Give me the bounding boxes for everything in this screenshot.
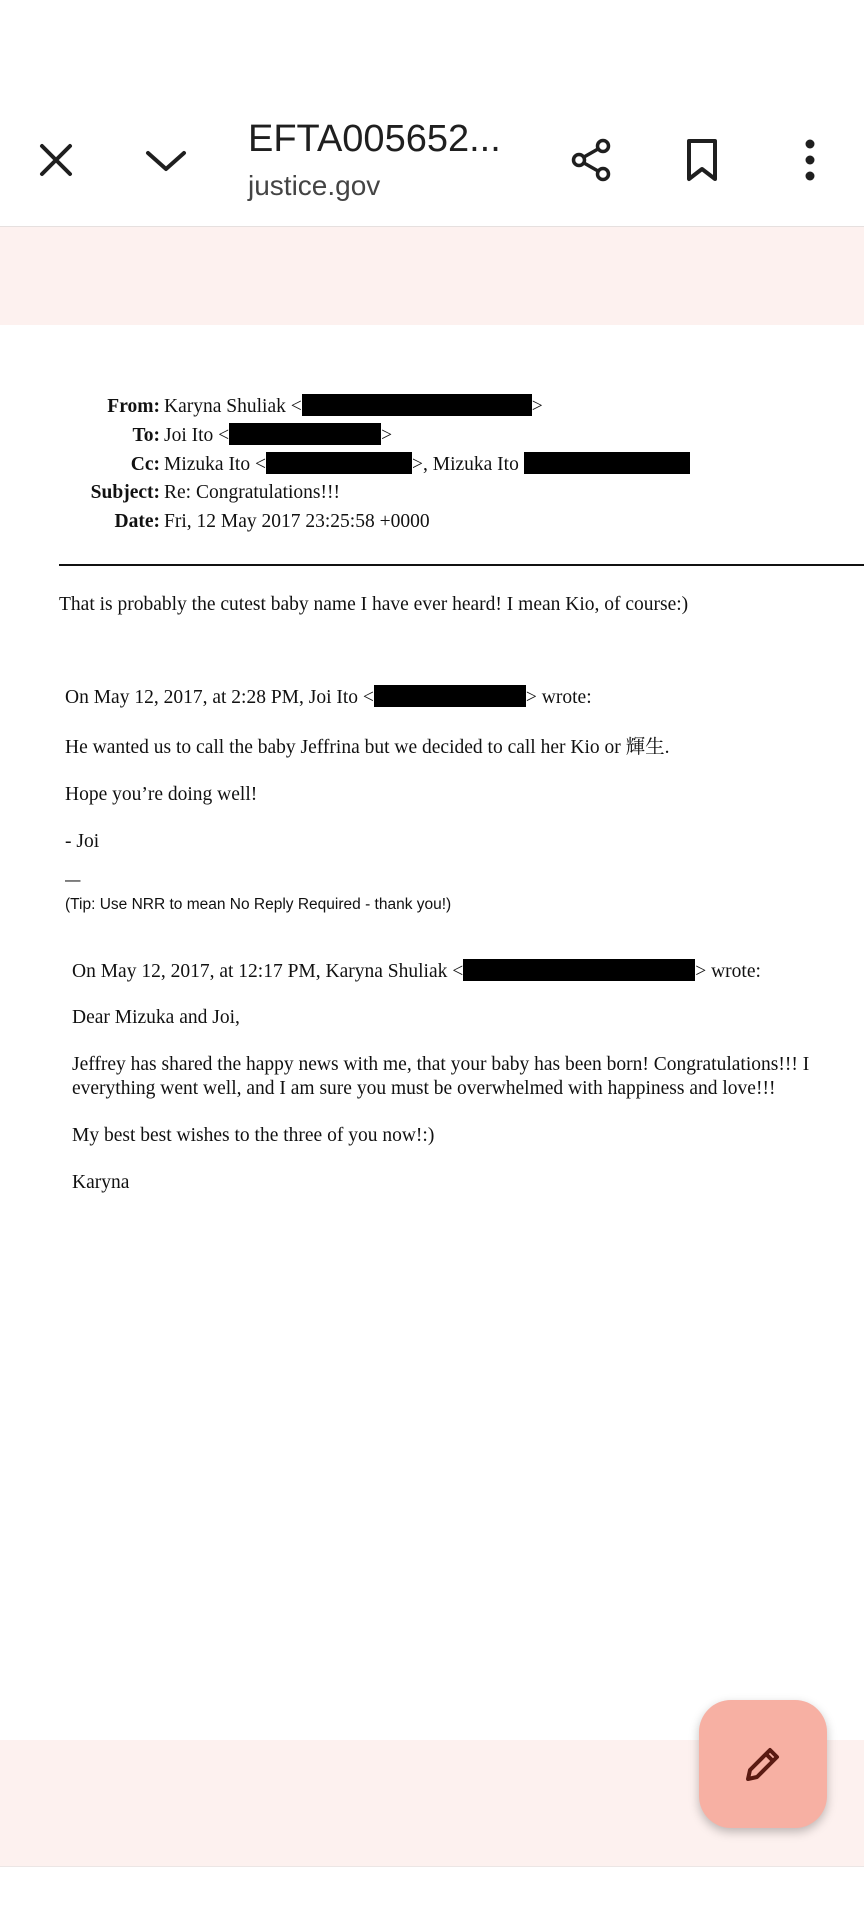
quote1-attribution-start: On May 12, 2017, at 2:28 PM, Joi Ito <	[65, 687, 374, 708]
close-icon	[36, 140, 76, 180]
quote2-wishes: My best best wishes to the three of you now!:)	[72, 1125, 435, 1146]
quote1-attribution	[65, 685, 592, 710]
collapse-button[interactable]	[130, 124, 202, 196]
close-button[interactable]	[20, 124, 92, 196]
share-button[interactable]	[556, 124, 628, 196]
from-value: Karyna Shuliak <	[164, 396, 302, 417]
date-row	[0, 510, 430, 534]
date-label: Date:	[114, 511, 160, 532]
cc-row	[0, 452, 690, 477]
quote2-attribution	[72, 959, 761, 984]
document-top-margin	[0, 227, 864, 325]
to-label: To:	[132, 425, 160, 446]
redaction-block	[463, 959, 695, 981]
redaction-block	[229, 423, 381, 445]
quote2-signature: Karyna	[72, 1172, 130, 1193]
chevron-down-icon	[144, 145, 188, 175]
bottom-area	[0, 1866, 864, 1921]
quote2-attribution-start: On May 12, 2017, at 12:17 PM, Karyna Shuliak <	[72, 961, 464, 982]
header-divider	[59, 564, 864, 566]
to-close-bracket: >	[381, 425, 393, 446]
to-value: Joi Ito <	[164, 425, 230, 446]
subject-row	[0, 481, 340, 505]
redaction-block	[374, 685, 526, 707]
status-bar-area	[0, 0, 864, 100]
cc-value: Mizuka Ito <	[164, 454, 266, 475]
share-icon	[568, 136, 616, 184]
cc-value-2: >, Mizuka Ito	[411, 454, 519, 475]
quote1-attribution-end: > wrote:	[525, 687, 592, 708]
from-row	[0, 394, 543, 419]
cc-label: Cc:	[130, 454, 160, 475]
page-title: EFTA005652...	[248, 118, 501, 160]
signature-dash: —	[65, 872, 81, 889]
quote2-para-line1: Jeffrey has shared the happy news with me, that your baby has been born! Congratulations!!! I	[72, 1054, 810, 1075]
quote1-signoff: - Joi	[65, 831, 100, 852]
redaction-block	[302, 394, 532, 416]
from-label: From:	[107, 396, 160, 417]
to-row	[0, 423, 392, 448]
more-options-button[interactable]	[774, 124, 846, 196]
subject-label: Subject:	[90, 482, 160, 503]
quote2-para-line2: everything went well, and I am sure you must be overwhelmed with happiness and love!!!	[72, 1078, 776, 1099]
subject-value: Re: Congratulations!!!	[164, 482, 341, 503]
edit-pencil-icon	[739, 1740, 787, 1788]
document-page[interactable]	[0, 325, 864, 1740]
more-vert-icon	[800, 138, 820, 182]
quote1-line1: He wanted us to call the baby Jeffrina but we decided to call her Kio or 輝生.	[65, 737, 670, 758]
bookmark-button[interactable]	[666, 124, 738, 196]
redaction-block	[266, 452, 412, 474]
reply-body: That is probably the cutest baby name I have ever heard! I mean Kio, of course:)	[59, 594, 689, 615]
redaction-block	[524, 452, 690, 474]
edit-fab-button[interactable]	[699, 1700, 827, 1828]
quote1-line2: Hope you’re doing well!	[65, 784, 258, 805]
from-close-bracket: >	[531, 396, 543, 417]
quote2-attribution-end: > wrote:	[695, 961, 761, 982]
nrr-tip: (Tip: Use NRR to mean No Reply Required - thank you!)	[65, 896, 452, 913]
date-value: Fri, 12 May 2017 23:25:58 +0000	[164, 511, 430, 532]
quote2-greeting: Dear Mizuka and Joi,	[72, 1007, 240, 1028]
bookmark-icon	[682, 137, 722, 183]
page-domain: justice.gov	[248, 170, 381, 201]
